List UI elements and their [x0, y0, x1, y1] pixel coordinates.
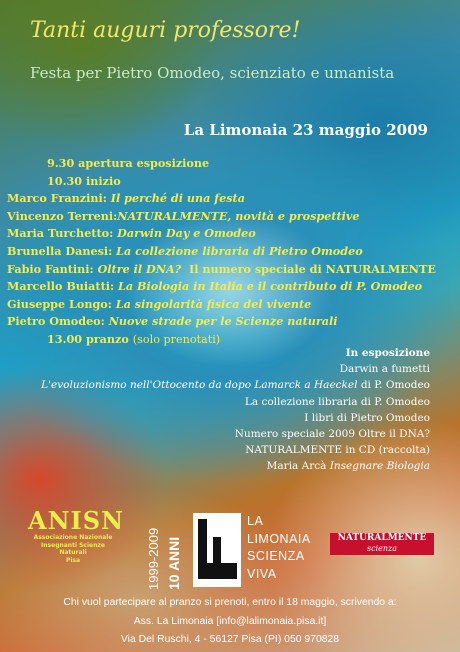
- exhibition-item: La collezione libraria di P. Omodeo: [244, 395, 430, 408]
- program-item: [7, 225, 436, 243]
- program-speaker: Vincenzo Terreni:: [7, 208, 118, 223]
- program-talk: Oltre il DNA?: [97, 261, 182, 276]
- footer: [0, 594, 460, 650]
- anisn-line: Associazione Nazionale: [33, 534, 113, 541]
- program-speaker: Fabio Fantini:: [7, 261, 94, 276]
- program-speaker: Marcello Buiatti:: [7, 279, 115, 294]
- footer-address: Via Del Ruschi, 4 - 56127 Pisa (PI) 050 970828: [120, 634, 340, 645]
- program-item: [7, 278, 436, 296]
- program-time: 10.30: [47, 173, 83, 188]
- limonaia-logo-text: [247, 513, 311, 583]
- program-talk: NATURALMENTE, novità e prospettive: [117, 208, 360, 223]
- program-speaker: Marco Franzini:: [7, 191, 107, 206]
- exhibition-item: I libri di Pietro Omodeo: [304, 411, 430, 424]
- program-item: [7, 190, 436, 208]
- program-item: [7, 208, 436, 226]
- anisn-line: Insegnanti Scienze: [41, 541, 105, 549]
- program-talk: La singolarità fisica del vivente: [115, 296, 312, 311]
- program-talk: La Biologia in Italia e il contributo di P. Omodeo: [118, 279, 423, 294]
- footer-contact: Ass. La Limonaia [info@lalimonaia.pisa.it]: [133, 615, 327, 627]
- limonaia-word: LA: [247, 514, 264, 528]
- poster-subtitle: Festa per Pietro Omodeo, scienziato e umanista: [30, 64, 395, 82]
- exhibition-title: Insegnare Biologia: [329, 460, 430, 473]
- limonaia-word: LIMONAIA: [247, 531, 311, 546]
- exhibition-item: Darwin a fumetti: [339, 363, 430, 376]
- anisn-logo: [28, 506, 125, 564]
- exhibition-author: Maria Arcà: [266, 460, 330, 473]
- anniversary-ten-years: 10 ANNI: [166, 536, 182, 590]
- program-speaker: Giuseppe Longo:: [7, 296, 112, 311]
- program-talk: La collezione libraria di Pietro Omodeo: [116, 243, 363, 258]
- program-item: [7, 173, 436, 191]
- program-item: [7, 296, 436, 314]
- program-list: [7, 155, 436, 349]
- exhibition-heading: In esposizione: [345, 347, 430, 359]
- program-talk: Nuove strade per le Scienze naturali: [108, 314, 338, 329]
- program-note: (solo prenotati): [132, 332, 221, 346]
- program-speaker: Brunella Danesi:: [7, 243, 113, 258]
- exhibition-item: NATURALMENTE in CD (raccolta): [245, 444, 430, 457]
- anisn-mark: ANISN: [28, 506, 125, 535]
- venue-date: La Limonaia 23 maggio 2009: [183, 121, 428, 139]
- program-time: 13.00: [47, 331, 83, 346]
- anisn-line: Naturali: [59, 549, 87, 556]
- limonaia-word: VIVA: [247, 566, 277, 581]
- program-item: [7, 155, 436, 173]
- program-speaker: Maria Turchetto:: [7, 226, 114, 241]
- exhibition-book-author: di P. Omodeo: [357, 379, 430, 392]
- anisn-line: Pisa: [65, 556, 81, 564]
- program-talk: Il perché di una festa: [110, 191, 245, 206]
- program-extra: Il numero speciale di NATURALMENTE: [189, 261, 436, 276]
- exhibition-item: [41, 458, 430, 474]
- program-time: 9.30: [47, 156, 75, 170]
- program-text: inizio: [85, 173, 121, 188]
- naturalmente-name: NATURALMENTE: [337, 533, 427, 543]
- program-item: [7, 243, 436, 261]
- program-talk: Darwin Day e Omodeo: [117, 226, 256, 241]
- program-text: pranzo: [85, 331, 129, 346]
- anniversary-label: [142, 520, 192, 590]
- program-text: apertura esposizione: [78, 156, 210, 170]
- naturalmente-badge: [330, 533, 434, 555]
- program-speaker: Pietro Omodeo:: [7, 314, 105, 329]
- exhibition-list: [41, 345, 430, 475]
- poster-title: Tanti auguri professore!: [30, 18, 301, 43]
- limonaia-word: SCIENZA: [247, 549, 305, 564]
- naturalmente-tagline: scienza: [366, 544, 397, 553]
- exhibition-item: [41, 377, 430, 393]
- program-item: [7, 313, 436, 331]
- exhibition-item: Numero speciale 2009 Oltre il DNA?: [234, 428, 430, 441]
- footer-reservation-note: Chi vuol partecipare al pranzo si prenoti, entro il 18 maggio, scrivendo a:: [63, 597, 397, 608]
- exhibition-book-title: L'evoluzionismo nell'Ottocento da dopo Lamarck a Haeckel: [41, 379, 358, 392]
- limonaia-logo-icon: [193, 513, 241, 587]
- program-item: [7, 261, 436, 279]
- anniversary-years: 1999-2009: [146, 527, 161, 590]
